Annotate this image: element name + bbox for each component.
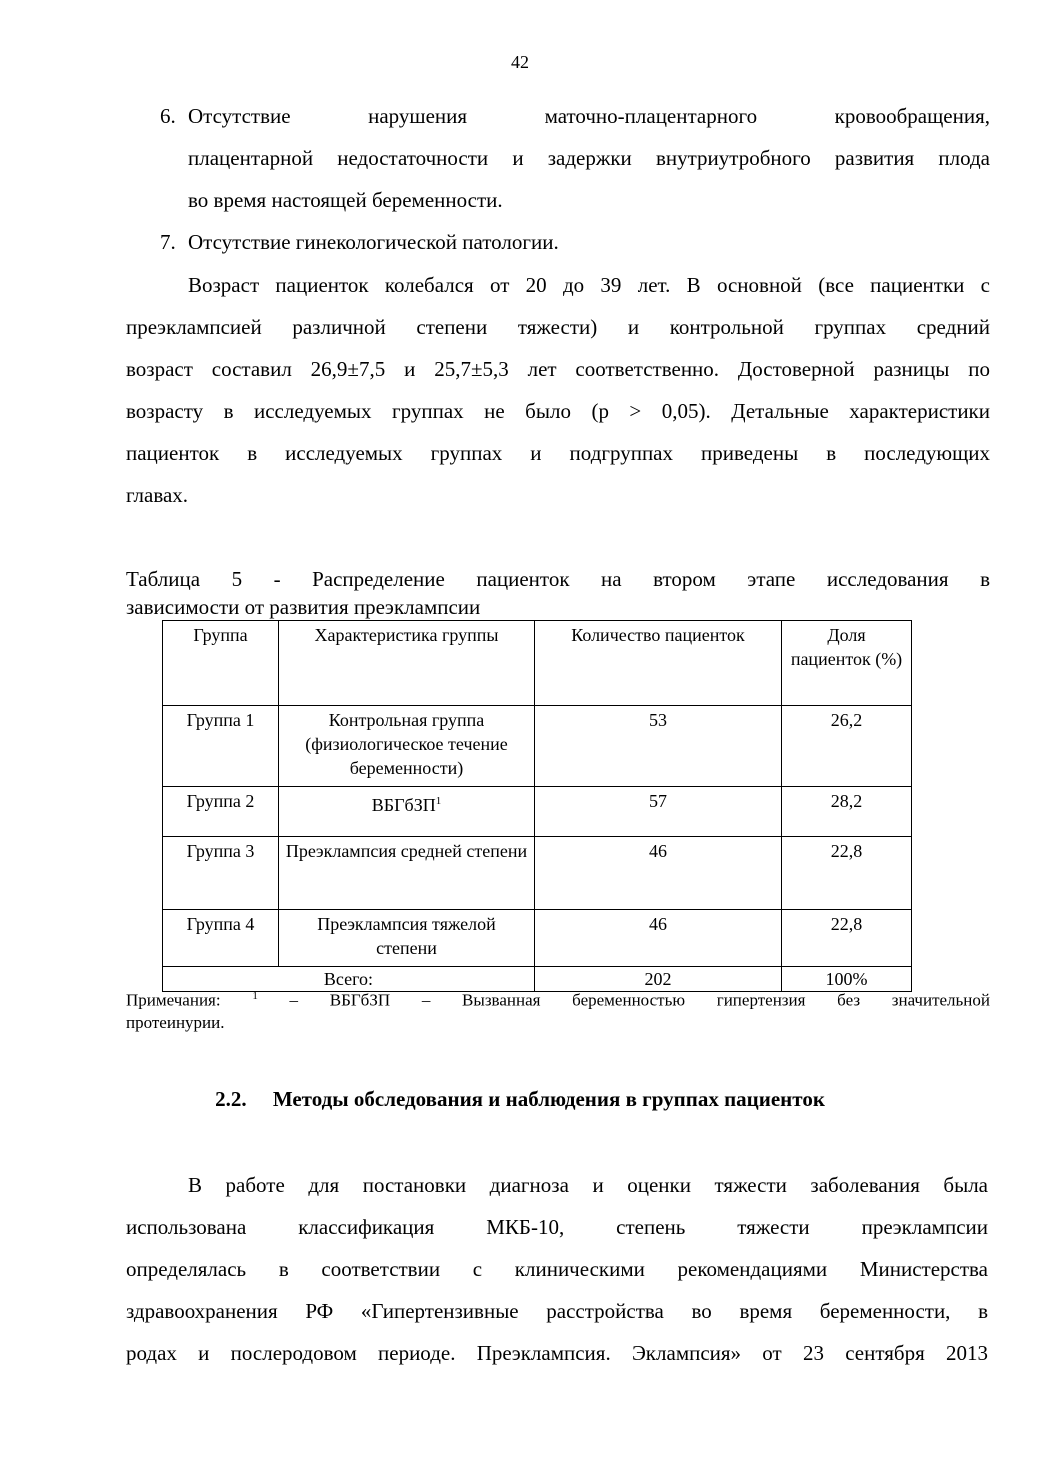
table-header-row [163, 621, 912, 706]
paragraph-2-line-2: использована классификация МКБ-10, степень тяжести преэклампсии [126, 1215, 988, 1239]
paragraph-2-line-5: родах и послеродовом периоде. Преэклампсия. Эклампсия» от 23 сентября 2013 [126, 1341, 988, 1365]
footnote-marker: 1 [435, 795, 442, 807]
note-text-continued: протеинурии. [126, 1012, 225, 1032]
table-cell-share: 28,2 [782, 787, 912, 837]
list-item-7: 7. Отсутствие гинекологической патологии. [160, 221, 990, 263]
table-cell-count: 46 [535, 837, 782, 910]
paragraph-1-line-1: Возраст пациенток колебался от 20 до 39 лет. В основной (все пациентки с [188, 273, 990, 297]
section-heading: 2.2. Методы обследования и наблюдения в группах пациенток [215, 1087, 825, 1111]
table-cell-count: 53 [535, 706, 782, 787]
table-cell-share: 22,8 [782, 837, 912, 910]
page-number: 42 [511, 52, 529, 72]
table-cell-share: 26,2 [782, 706, 912, 787]
table-row [163, 706, 912, 787]
paragraph-2-line-3: определялась в соответствии с клиническими рекомендациями Министерства [126, 1257, 988, 1281]
table-caption: Таблица 5 - Распределение пациенток на втором этапе исследования в зависимости от развития преэклампсии [126, 567, 990, 619]
table-header-cell: Группа [163, 621, 279, 706]
table-cell-count: 46 [535, 910, 782, 967]
table-row [163, 910, 912, 967]
table-cell-group: Группа 4 [163, 910, 279, 967]
table-cell-desc: Контрольная группа (физиологическое течение беременности) [279, 706, 535, 787]
table-cell-group: Группа 1 [163, 706, 279, 787]
note-label: Примечания: [126, 990, 221, 1010]
table-total-count: 202 [535, 967, 782, 992]
table-cell-share: 22,8 [782, 910, 912, 967]
list-item-number: 6. [160, 104, 176, 128]
paragraph-1-line-2: преэклампсией различной степени тяжести) и контрольной группах средний [126, 315, 990, 339]
table-cell-group: Группа 2 [163, 787, 279, 837]
paragraph-1-line-4: возрасту в исследуемых группах не было (р > 0,05). Детальные характеристики [126, 399, 990, 423]
paragraph-1-line-3: возраст составил 26,9±7,5 и 25,7±5,3 лет соответственно. Достоверной разницы по [126, 357, 990, 381]
table-header-cell: Характеристика группы [279, 621, 535, 706]
table-cell-desc: Преэклампсия средней степени [279, 837, 535, 910]
list-item-6-line-3: во время настоящей беременности. [188, 188, 503, 212]
footnote-marker: 1 [252, 990, 258, 1002]
table-header-cell: Количество пациенток [535, 621, 782, 706]
table-row [163, 787, 912, 837]
paragraph-1-line-6: главах. [126, 483, 189, 507]
table-header-cell: Доля пациенток (%) [782, 621, 912, 706]
table-5 [162, 620, 912, 992]
table-cell-count: 57 [535, 787, 782, 837]
table-cell-desc: Преэклампсия тяжелой степени [279, 910, 535, 967]
table-total-label: Всего: [163, 967, 535, 992]
list-item-6-line-1: 6. Отсутствие нарушения маточно-плацентарного кровообращения, [160, 95, 990, 137]
list-item-number: 7. [160, 230, 176, 254]
paragraph-2-line-1: В работе для постановки диагноза и оценки тяжести заболевания была [188, 1173, 988, 1197]
list-item-6-line-2: плацентарной недостаточности и задержки внутриутробного развития плода [188, 146, 990, 170]
table-cell-group: Группа 3 [163, 837, 279, 910]
table-cell-desc: ВБГбЗП$^1$ [279, 787, 535, 837]
table-note [126, 985, 990, 1034]
table-row [163, 837, 912, 910]
table-total-share: 100% [782, 967, 912, 992]
paragraph-2-line-4: здравоохранения РФ «Гипертензивные расстройства во время беременности, в [126, 1299, 988, 1323]
paragraph-1-line-5: пациенток в исследуемых группах и подгруппах приведены в последующих [126, 441, 990, 465]
note-text: – ВБГбЗП – Вызванная беременностью гипертензия без значительной [289, 990, 990, 1010]
